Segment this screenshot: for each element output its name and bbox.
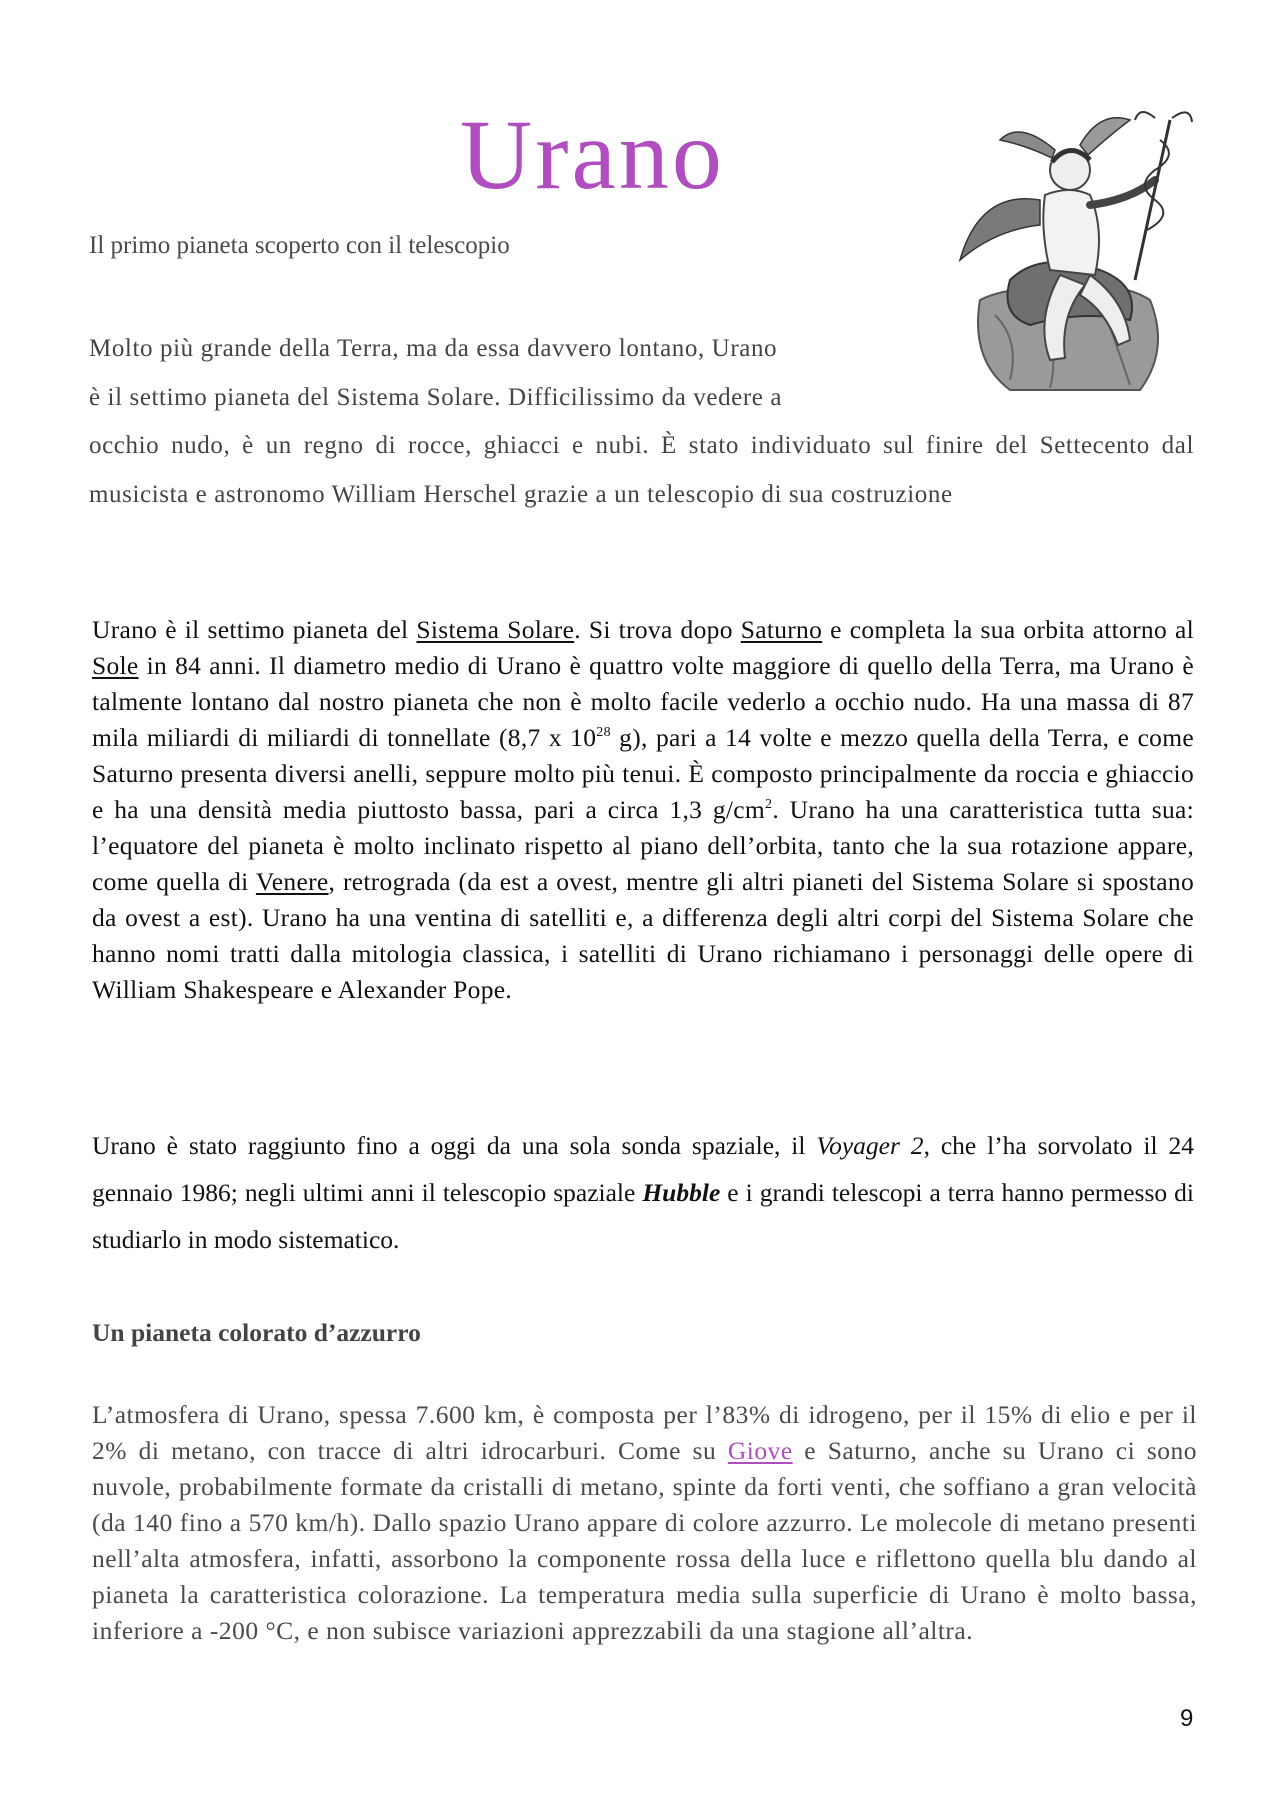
hubble-name: Hubble [642, 1178, 721, 1207]
text-run: e completa la sua orbita attorno al [822, 615, 1194, 644]
intro-paragraph [89, 325, 1194, 519]
intro-line-2: è il settimo pianeta del Sistema Solare. Difficilissimo da vedere a [89, 383, 783, 411]
section-heading: Un pianeta colorato d’azzurro [92, 1318, 421, 1347]
voyager-name: Voyager 2 [816, 1131, 924, 1160]
intro-line-1: Molto più grande della Terra, ma da essa davvero lontano, Urano [89, 335, 778, 362]
text-run: , che l’ha sorvolato il 24 gennaio 1986; negli ultimi anni il telescopio spaziale [92, 1131, 1194, 1207]
text-run: Urano è stato raggiunto fino a oggi da una sola sonda spaziale, il [92, 1131, 817, 1160]
page-title: Urano [460, 99, 725, 210]
page-subtitle: Il primo pianeta scoperto con il telescopio [89, 232, 510, 259]
exponent: 28 [596, 725, 611, 740]
text-run: , retrograda (da est a ovest, mentre gli altri pianeti del Sistema Solare si spostano da ovest a est). Urano ha una ventina di satelliti e, a differenza degli altri corpi del Sistema Solare che hanno nomi tratti dalla mitologia classica, i satelliti di Urano richiamano i personaggi delle opere di William Shakespeare e Alexander Pope. [92, 867, 1194, 1004]
text-run: L’atmosfera di Urano, spessa 7.600 km, è composta per l’83% di idrogeno, per il 15% di elio e per il 2% di metano, con tracce di altri idrocarburi. Come su [92, 1400, 1197, 1465]
link-venere[interactable]: Venere [255, 867, 329, 896]
text-run: g), pari a 14 volte e mezzo quella della Terra, e come Saturno presenta diversi anelli, seppure molto più tenui. È composto principalmente da roccia e ghiaccio e ha una densità media piuttosto bassa, pari a circa 1,3 g/cm [92, 723, 1194, 824]
exponent: 2 [765, 797, 773, 812]
link-saturno[interactable]: Saturno [740, 615, 823, 644]
page-number: 9 [1180, 1705, 1194, 1732]
overview-paragraph [92, 612, 1194, 1008]
atmosphere-paragraph [92, 1397, 1197, 1649]
link-giove[interactable]: Giove [727, 1436, 793, 1465]
text-run: . Urano ha una caratteristica tutta sua: l’equatore del pianeta è molto inclinato rispetto al piano dell’orbita, tanto che la sua rotazione appare, come quella di [92, 795, 1195, 896]
link-sole[interactable]: Sole [92, 651, 139, 680]
text-run: Urano è il settimo pianeta del [92, 615, 417, 644]
intro-rest: occhio nudo, è un regno di rocce, ghiacci e nubi. È stato individuato sul finire del Settecento dal musicista e astronomo William Herschel grazie a un telescopio di sua costruzione [89, 432, 1194, 508]
link-sistema-solare[interactable]: Sistema Solare [416, 615, 575, 644]
text-run: . Si trova dopo [574, 615, 741, 644]
text-run: e i grandi telescopi a terra hanno permesso di studiarlo in modo sistematico. [92, 1178, 1194, 1254]
text-run: in 84 anni. Il diametro medio di Urano è quattro volte maggiore di quello della Terra, ma Urano è talmente lontano dal nostro pianeta che non è molto facile vederlo a occhio nudo. Ha una massa di 87 mila miliardi di miliardi di tonnellate (8,7 x 10 [92, 651, 1194, 752]
exploration-paragraph [92, 1122, 1194, 1263]
text-run: e Saturno, anche su Urano ci sono nuvole, probabilmente formate da cristalli di metano, spinte da forti venti, che soffiano a gran velocità (da 140 fino a 570 km/h). Dallo spazio Urano appare di colore azzurro. Le molecole di metano presenti nell’alta atmosfera, infatti, assorbono la componente rossa della luce e riflettono quella blu dando al pianeta la caratteristica colorazione. La temperatura media sulla superficie di Urano è molto bassa, inferiore a -200 °C, e non subisce variazioni apprezzabili da una stagione all’altra. [92, 1436, 1197, 1645]
